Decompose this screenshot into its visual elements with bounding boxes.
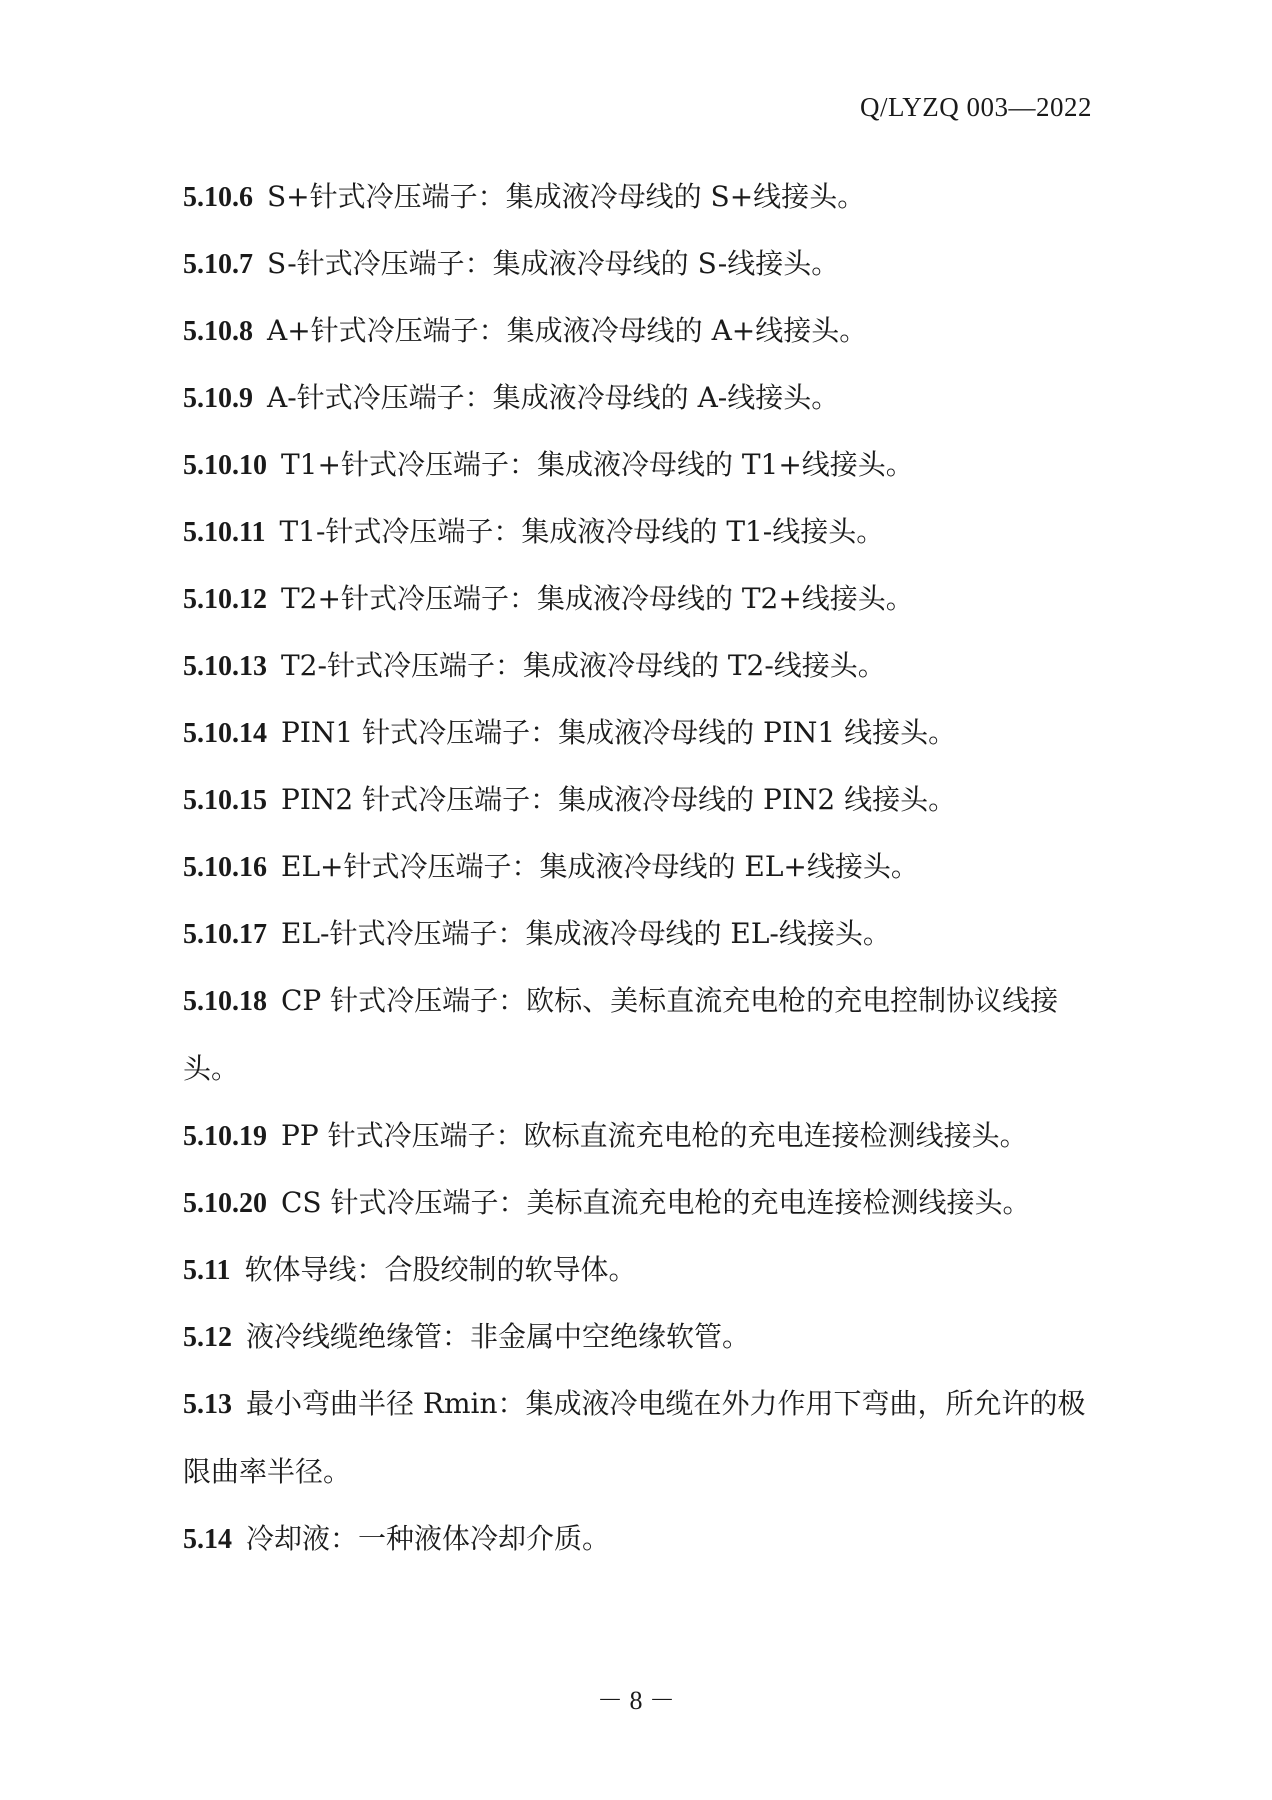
clause-item <box>183 1370 1093 1505</box>
clause-text: CP 针式冷压端子：欧标、美标直流充电枪的充电控制协议线接头。 <box>183 984 1059 1085</box>
clause-number: 5.10.13 <box>183 651 267 682</box>
clause-item <box>183 565 1093 632</box>
clause-text: A+针式冷压端子：集成液冷母线的 A+线接头。 <box>267 314 868 347</box>
clause-text: EL+针式冷压端子：集成液冷母线的 EL+线接头。 <box>281 850 919 883</box>
clause-item <box>183 1505 1093 1572</box>
clause-text: 软体导线：合股绞制的软导体。 <box>244 1253 637 1286</box>
clause-item <box>183 632 1093 699</box>
clause-text: T1-针式冷压端子：集成液冷母线的 T1-线接头。 <box>279 515 885 548</box>
clause-number: 5.10.18 <box>183 986 267 1017</box>
clause-number: 5.10.10 <box>183 450 267 481</box>
clause-item <box>183 230 1093 297</box>
document-id: Q/LYZQ 003—2022 <box>859 92 1092 122</box>
clause-number: 5.10.15 <box>183 785 267 816</box>
clause-text: 最小弯曲半径 Rmin：集成液冷电缆在外力作用下弯曲，所允许的极限曲率半径。 <box>183 1387 1086 1488</box>
clause-text: A-针式冷压端子：集成液冷母线的 A-线接头。 <box>267 381 840 414</box>
clause-text: T2+针式冷压端子：集成液冷母线的 T2+线接头。 <box>281 582 914 615</box>
clause-text: PP 针式冷压端子：欧标直流充电枪的充电连接检测线接头。 <box>281 1119 1028 1152</box>
clause-text: T1+针式冷压端子：集成液冷母线的 T1+线接头。 <box>281 448 914 481</box>
clause-number: 5.14 <box>183 1524 232 1555</box>
clause-number: 5.12 <box>183 1322 232 1353</box>
clause-item <box>183 833 1093 900</box>
clause-item <box>183 900 1093 967</box>
clause-number: 5.10.8 <box>183 316 253 347</box>
clause-number: 5.13 <box>183 1389 232 1420</box>
clause-number: 5.11 <box>183 1255 231 1286</box>
clause-text: EL-针式冷压端子：集成液冷母线的 EL-线接头。 <box>281 917 891 950</box>
clause-item <box>183 766 1093 833</box>
clause-item <box>183 297 1093 364</box>
clause-item <box>183 498 1093 565</box>
clause-text: T2-针式冷压端子：集成液冷母线的 T2-线接头。 <box>281 649 886 682</box>
clause-text: PIN2 针式冷压端子：集成液冷母线的 PIN2 线接头。 <box>281 783 957 816</box>
clause-number: 5.10.9 <box>183 383 253 414</box>
clause-item <box>183 1236 1093 1303</box>
clause-item <box>183 1102 1093 1169</box>
clause-text: S+针式冷压端子：集成液冷母线的 S+线接头。 <box>267 180 866 213</box>
clause-number: 5.10.12 <box>183 584 267 615</box>
clause-item <box>183 699 1093 766</box>
clause-item <box>183 431 1093 498</box>
page-number: － 8 － <box>596 1686 675 1715</box>
clause-number: 5.10.16 <box>183 852 267 883</box>
clause-number: 5.10.17 <box>183 919 267 950</box>
clause-item <box>183 364 1093 431</box>
clause-text: 冷却液：一种液体冷却介质。 <box>246 1522 611 1555</box>
clause-item <box>183 1169 1093 1236</box>
clause-number: 5.10.14 <box>183 718 267 749</box>
clause-number: 5.10.7 <box>183 249 253 280</box>
clause-text: CS 针式冷压端子：美标直流充电枪的充电连接检测线接头。 <box>281 1186 1031 1219</box>
clause-number: 5.10.6 <box>183 182 253 213</box>
clause-text: PIN1 针式冷压端子：集成液冷母线的 PIN1 线接头。 <box>281 716 957 749</box>
clause-item <box>183 1303 1093 1370</box>
clause-number: 5.10.19 <box>183 1121 267 1152</box>
clause-number: 5.10.20 <box>183 1188 267 1219</box>
clause-item <box>183 163 1093 230</box>
clause-item <box>183 967 1093 1102</box>
clause-text: S-针式冷压端子：集成液冷母线的 S-线接头。 <box>267 247 840 280</box>
clause-number: 5.10.11 <box>183 517 266 548</box>
clause-text: 液冷线缆绝缘管：非金属中空绝缘软管。 <box>246 1320 751 1353</box>
clause-list <box>183 163 1093 1572</box>
